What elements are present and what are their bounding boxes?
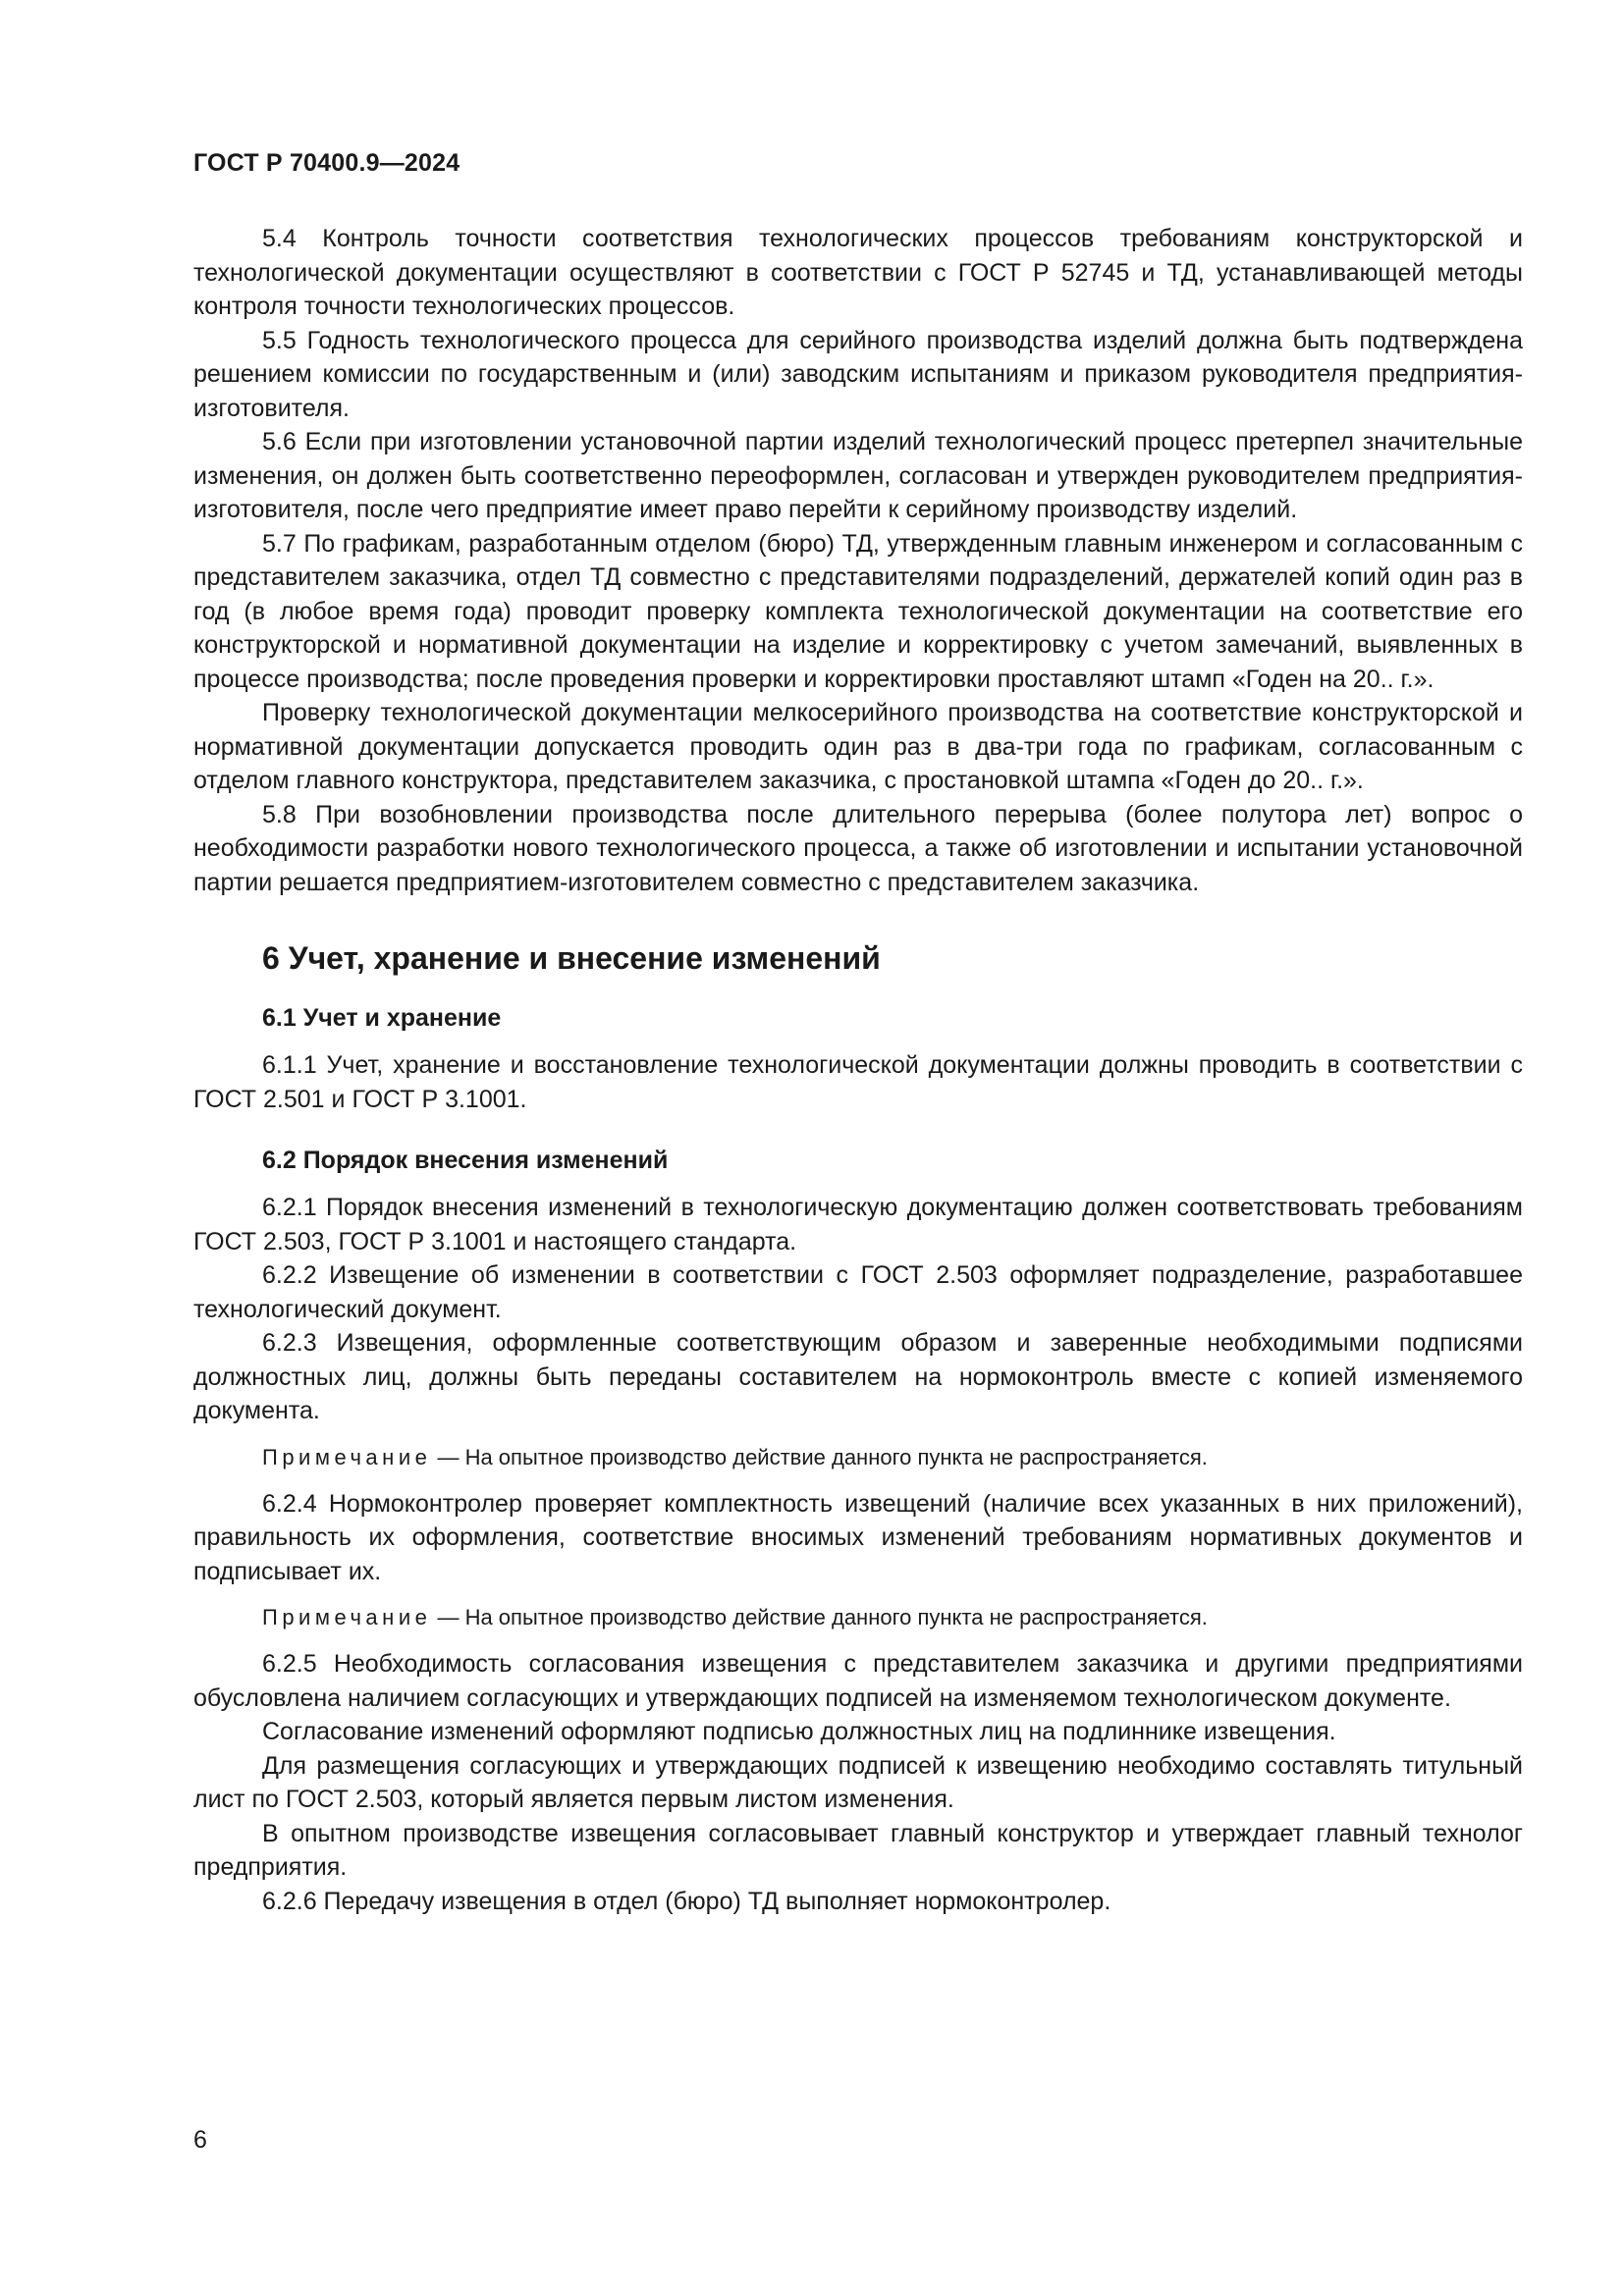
paragraph-6-2-5-approval: Согласование изменений оформляют подписью должностных лиц на подлиннике извещения. — [262, 1718, 1336, 1745]
subsection-6-2-heading: 6.2 Порядок внесения изменений — [262, 1147, 669, 1174]
paragraph-6-2-6: 6.2.6 Передачу извещения в отдел (бюро) ТД выполняет нормоконтролер. — [262, 1887, 1111, 1915]
paragraph-6-2-5-title-sheet: Для размещения согласующих и утверждающих подписей к извещению необходимо составлять титульный лист по ГОСТ 2.503, который является первым листом изменения. — [193, 1751, 1523, 1813]
note-label: Примечание — [262, 1444, 432, 1469]
note-label: Примечание — [262, 1605, 432, 1629]
paragraph-5-7-continued: Проверку технологической документации мелкосерийного производства на соответствие конструкторской и нормативной документации допускается проводить один раз в два-три года по графикам, согласованным с отделом главного конструктора, представителем заказчика, с простановкой штампа «Годен до 20.. г.». — [193, 699, 1523, 794]
paragraph-6-2-2: 6.2.2 Извещение об изменении в соответствии с ГОСТ 2.503 оформляет подразделение, разработавшее технологический документ. — [193, 1261, 1523, 1323]
section-6-heading: 6 Учет, хранение и внесение изменений — [262, 940, 881, 976]
paragraph-5-5: 5.5 Годность технологического процесса для серийного производства изделий должна быть подтверждена решением комиссии по государственным и (или) заводским испытаниям и приказом руководителя предприятия-изготовителя. — [193, 326, 1523, 422]
paragraph-6-2-3: 6.2.3 Извещения, оформленные соответствующим образом и заверенные необходимыми подписями должностных лиц, должны быть переданы составителем на нормоконтроль вместе с копией изменяемого документа. — [193, 1329, 1523, 1424]
subsection-6-1-heading: 6.1 Учет и хранение — [262, 1004, 502, 1032]
paragraph-5-8: 5.8 При возобновлении производства после длительного перерыва (более полутора лет) вопрос о необходимости разработки нового технологического процесса, а также об изготовлении и испытании установочной партии решается предприятием-изготовителем совместно с представителем заказчика. — [193, 800, 1523, 896]
note-text: — На опытное производство действие данного пункта не распространяется. — [431, 1605, 1208, 1629]
page-number: 6 — [193, 2126, 207, 2154]
note-1 — [193, 1443, 1523, 1472]
paragraph-5-6: 5.6 Если при изготовлении установочной партии изделий технологический процесс претерпел значительные изменения, он должен быть соответственно переоформлен, согласован и утвержден руководителем предприятия-изготовителя, после чего предприятие имеет право перейти к серийному производству изделий. — [193, 428, 1523, 523]
paragraph-5-7: 5.7 По графикам, разработанным отделом (бюро) ТД, утвержденным главным инженером и согласованным с представителем заказчика, отдел ТД совместно с представителями подразделений, держателей копий один раз в год (в любое время года) проводит проверку комплекта технологической документации на соответствие его конструкторской и нормативной документации на изделие и корректировку с учетом замечаний, выявленных в процессе производства; после проведения проверки и корректировки проставляют штамп «Годен на 20.. г.». — [193, 529, 1523, 693]
paragraph-5-4: 5.4 Контроль точности соответствия технологических процессов требованиям конструкторской и технологической документации осуществляют в соответствии с ГОСТ Р 52745 и ТД, устанавливающей методы контроля точности технологических процессов. — [193, 225, 1523, 320]
paragraph-6-2-1: 6.2.1 Порядок внесения изменений в технологическую документацию должен соответствовать требованиям ГОСТ 2.503, ГОСТ Р 3.1001 и настоящего стандарта. — [193, 1194, 1523, 1255]
note-2 — [193, 1603, 1523, 1632]
paragraph-6-2-4: 6.2.4 Нормоконтролер проверяет комплектность извещений (наличие всех указанных в них приложений), правильность их оформления, соответствие вносимых изменений требованиям нормативных документов и подписывает их. — [193, 1489, 1523, 1585]
document-code-header: ГОСТ Р 70400.9—2024 — [193, 149, 460, 177]
document-body — [193, 222, 1523, 1918]
paragraph-6-2-5: 6.2.5 Необходимость согласования извещения с представителем заказчика и другими предприятиями обусловлена наличием согласующих и утверждающих подписей на изменяемом технологическом документе. — [193, 1650, 1523, 1712]
paragraph-6-1-1: 6.1.1 Учет, хранение и восстановление технологической документации должны проводить в соответствии с ГОСТ 2.501 и ГОСТ Р 3.1001. — [193, 1051, 1523, 1113]
paragraph-6-2-5-pilot: В опытном производстве извещения согласовывает главный конструктор и утверждает главный технолог предприятия. — [193, 1819, 1523, 1881]
note-text: — На опытное производство действие данного пункта не распространяется. — [431, 1444, 1208, 1469]
